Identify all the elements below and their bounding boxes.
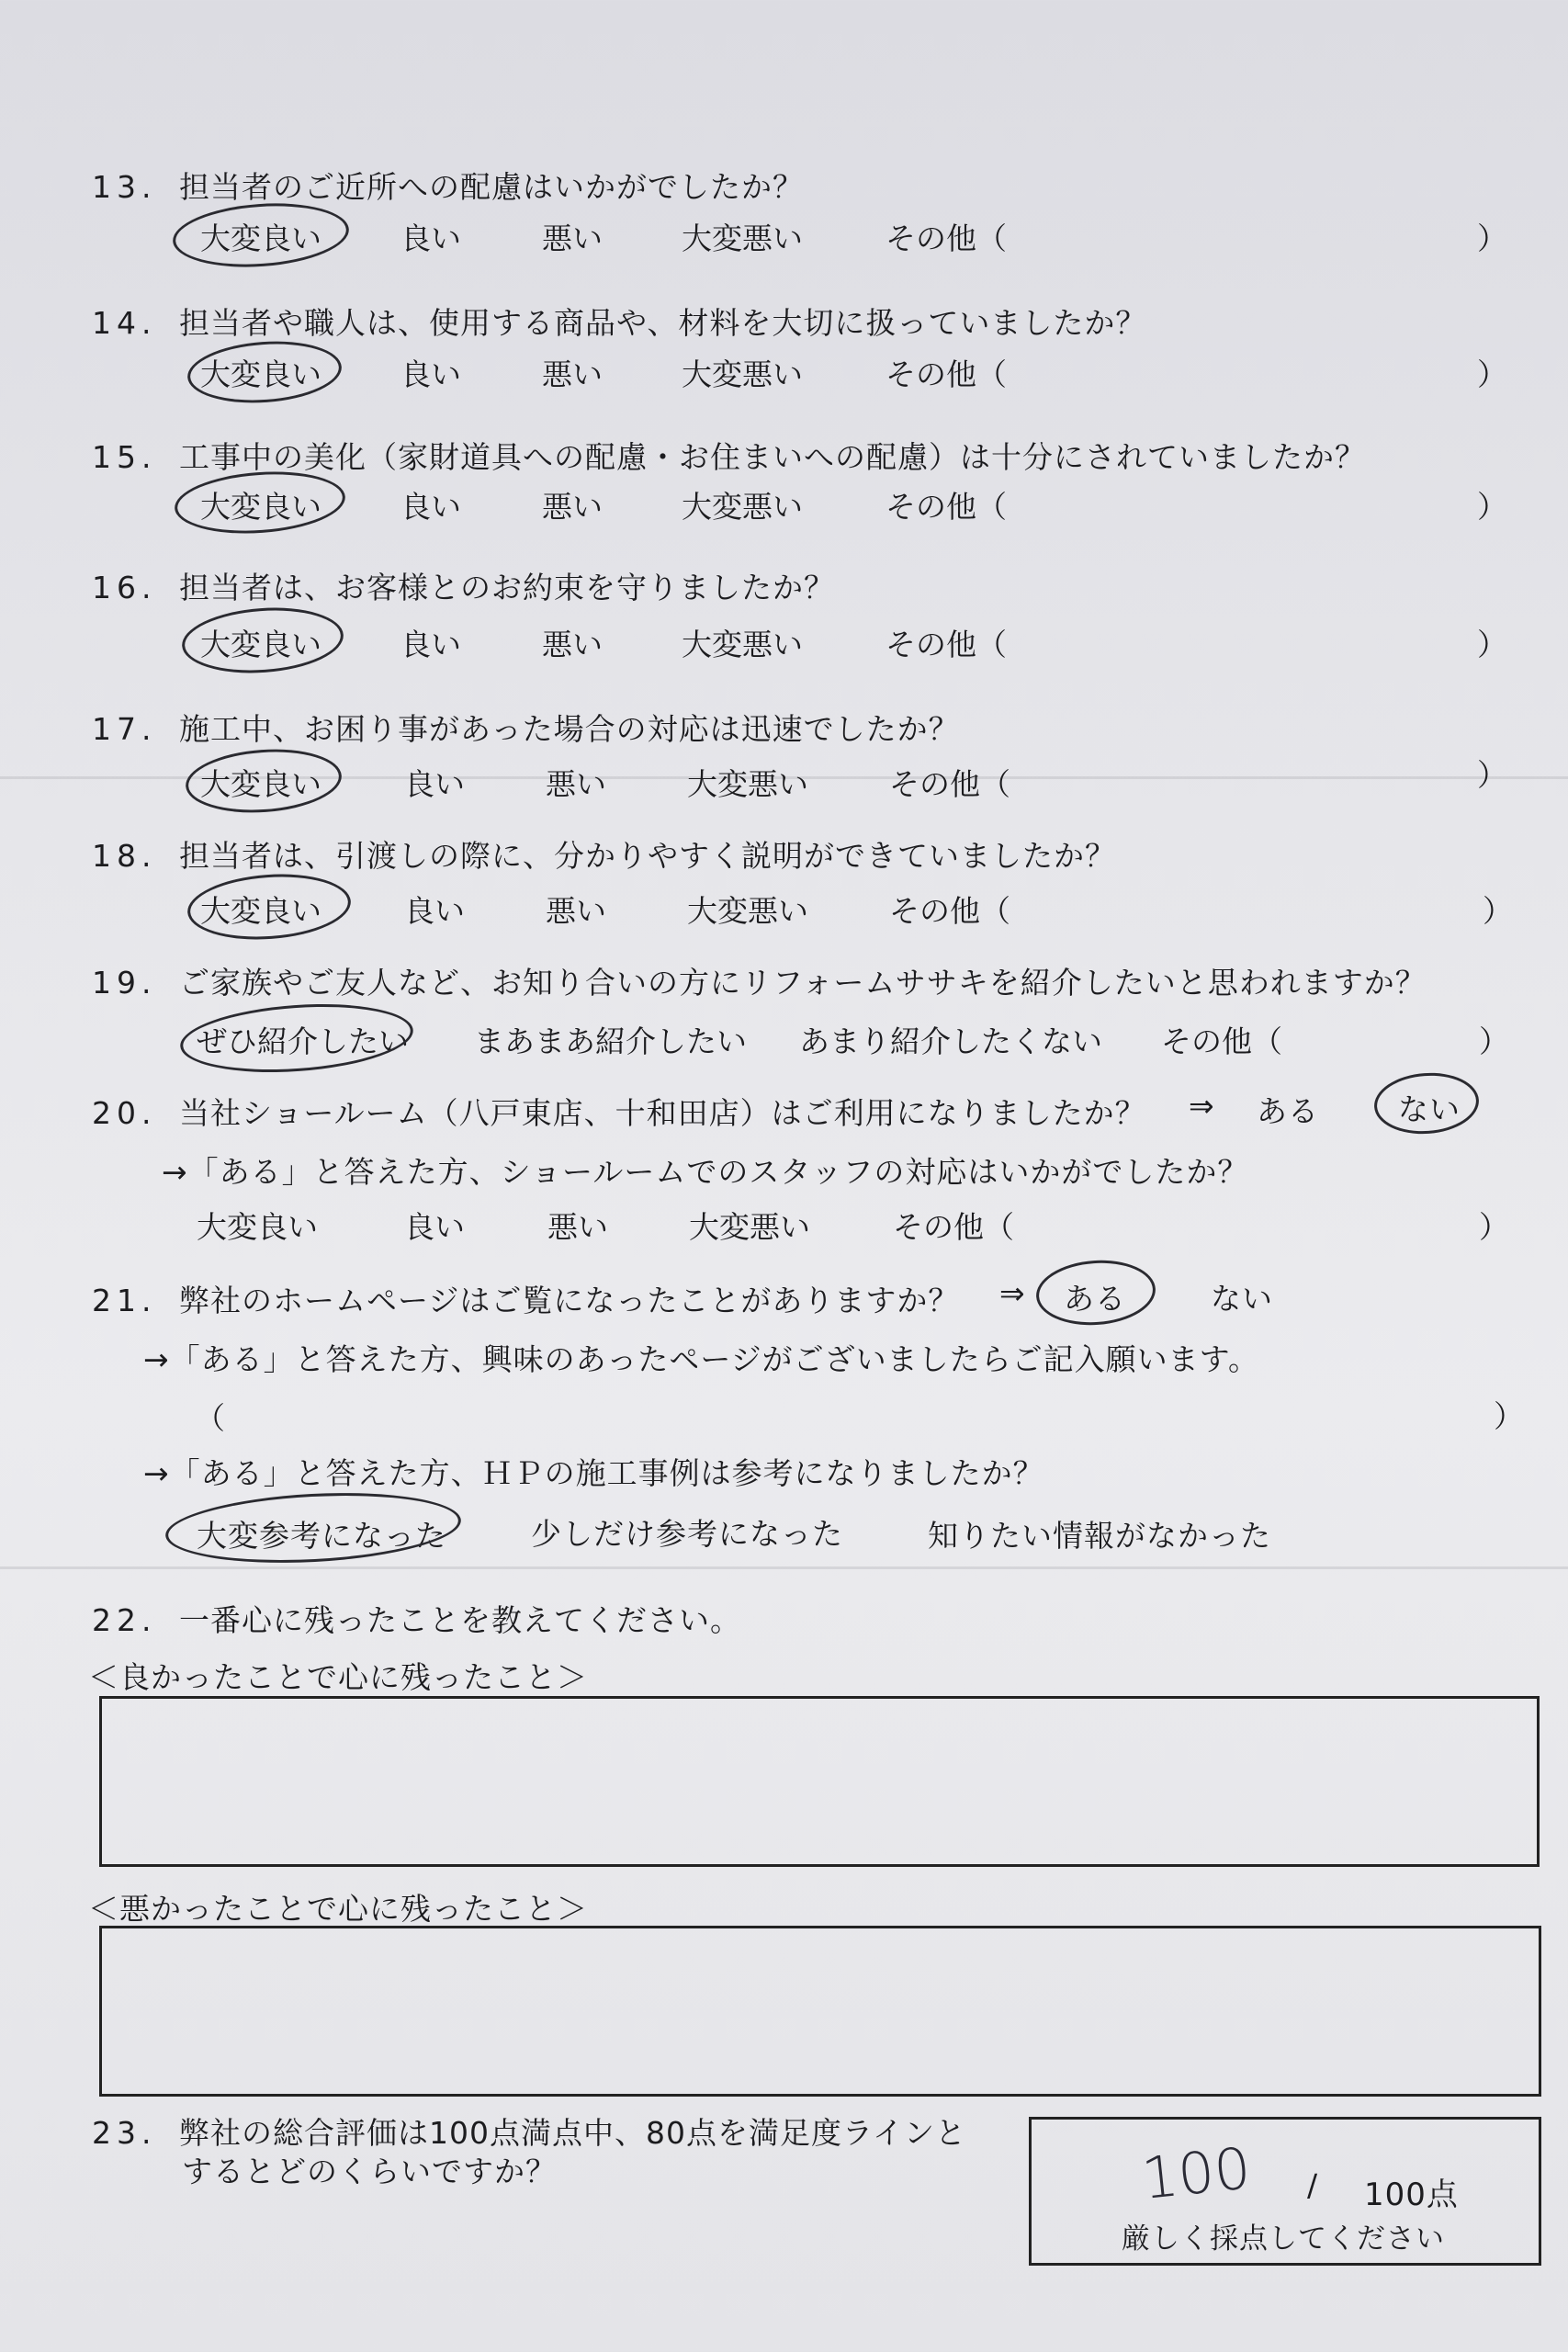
question-number: 19. (92, 965, 157, 1001)
answer-no[interactable]: ない (1398, 1091, 1461, 1127)
question-20 (92, 1090, 1146, 1133)
option-other[interactable]: その他（ (893, 1209, 1014, 1245)
answer-yes[interactable]: ある (1064, 1281, 1126, 1317)
close-paren: ） (1494, 1398, 1525, 1434)
question-17 (92, 706, 960, 749)
question-text: 担当者は、引渡しの際に、分かりやすく説明ができていましたか？ (179, 838, 1116, 874)
question-15 (92, 434, 1366, 477)
option-very-good[interactable]: 大変良い (200, 356, 321, 392)
close-paren: ） (1477, 489, 1507, 525)
question-14 (92, 300, 1146, 343)
options-18 (200, 888, 1568, 932)
option-good[interactable]: 良い (404, 893, 465, 929)
close-paren: ） (1477, 220, 1507, 256)
options-16 (200, 621, 1568, 665)
q21-followup-pages: →「ある」と答えた方、興味のあったページがございましたらご記入願います。 (143, 1341, 1260, 1377)
option-rather-not-introduce[interactable]: あまり紹介したくない (799, 1023, 1102, 1059)
option-bad[interactable]: 悪い (542, 489, 603, 525)
option-other[interactable]: その他（ (889, 766, 1010, 802)
score-max: 100点 (1364, 2177, 1459, 2213)
question-number: 17. (92, 711, 157, 747)
options-20 (197, 1204, 1568, 1248)
arrow-icon: ⇒ (1189, 1088, 1215, 1124)
question-text: 工事中の美化（家財道具への配慮・お住まいへの配慮）は十分にされていましたか？ (179, 439, 1366, 475)
handwritten-score: 100 (1138, 2134, 1254, 2212)
option-bad[interactable]: 悪い (546, 766, 606, 802)
question-text: 担当者のご近所への配慮はいかがでしたか？ (179, 169, 804, 205)
score-slash: / (1307, 2167, 1319, 2203)
option-very-good[interactable]: 大変良い (200, 893, 321, 929)
option-very-good[interactable]: 大変良い (197, 1209, 318, 1245)
option-very-bad[interactable]: 大変悪い (682, 220, 803, 256)
question-text: 弊社のホームページはご覧になったことがありますか？ (179, 1283, 960, 1318)
option-bad[interactable]: 悪い (546, 893, 606, 929)
bad-memory-heading: ＜悪かったことで心に残ったこと＞ (88, 1891, 588, 1927)
open-paren: （ (195, 1400, 226, 1436)
close-paren: ） (1477, 356, 1507, 392)
close-paren: ） (1479, 1023, 1509, 1059)
question-text: ご家族やご友人など、お知り合いの方にリフォームササキを紹介したいと思われますか？ (179, 965, 1427, 1001)
options-17 (200, 757, 1568, 805)
option-good[interactable]: 良い (404, 766, 465, 802)
question-text: 担当者や職人は、使用する商品や、材料を大切に扱っていましたか？ (179, 305, 1147, 341)
question-19 (92, 959, 1427, 1002)
option-no-info[interactable]: 知りたい情報がなかった (928, 1518, 1271, 1554)
option-very-good[interactable]: 大変良い (200, 766, 321, 802)
option-slightly-helpful[interactable]: 少しだけ参考になった (531, 1516, 843, 1552)
question-23-line2: するとどのくらいですか？ (182, 2154, 557, 2189)
score-note: 厳しく採点してください (1122, 2222, 1445, 2256)
question-number: 23. (92, 2115, 157, 2151)
option-very-good[interactable]: 大変良い (200, 220, 321, 256)
answer-no[interactable]: ない (1211, 1281, 1273, 1317)
option-other[interactable]: その他（ (886, 220, 1007, 256)
bad-memory-textbox[interactable] (99, 1926, 1541, 2097)
option-very-helpful[interactable]: 大変参考になった (197, 1518, 446, 1554)
option-very-good[interactable]: 大変良い (200, 489, 321, 525)
question-21 (92, 1277, 959, 1320)
option-very-bad[interactable]: 大変悪い (687, 893, 808, 929)
option-bad[interactable]: 悪い (542, 220, 603, 256)
question-text: 弊社の総合評価は100点満点中、80点を満足度ラインと (179, 2115, 966, 2151)
option-other[interactable]: その他（ (886, 356, 1007, 392)
good-memory-heading: ＜良かったことで心に残ったこと＞ (88, 1659, 588, 1695)
question-number: 20. (92, 1095, 157, 1131)
options-14 (200, 351, 1568, 395)
question-number: 21. (92, 1283, 157, 1318)
option-good[interactable]: 良い (404, 1209, 465, 1245)
option-bad[interactable]: 悪い (547, 1209, 608, 1245)
question-number: 15. (92, 439, 157, 475)
options-13 (200, 215, 1568, 259)
close-paren: ） (1477, 627, 1507, 662)
score-box[interactable] (1029, 2117, 1541, 2266)
paper-fold (0, 1566, 1568, 1569)
close-paren: ） (1483, 893, 1513, 929)
question-text: 担当者は、お客様とのお約束を守りましたか？ (179, 570, 835, 605)
question-text: 施工中、お困り事があった場合の対応は迅速でしたか？ (179, 711, 960, 747)
answer-yes[interactable]: ある (1257, 1093, 1319, 1129)
question-text: 当社ショールーム（八戸東店、十和田店）はご利用になりましたか？ (179, 1095, 1146, 1131)
arrow-icon: ⇒ (999, 1275, 1026, 1311)
option-good[interactable]: 良い (400, 627, 461, 662)
close-paren: ） (1479, 1209, 1509, 1245)
option-definitely-introduce[interactable]: ぜひ紹介したい (197, 1023, 409, 1059)
question-text: 一番心に残ったことを教えてください。 (179, 1602, 741, 1638)
question-13 (92, 164, 804, 207)
question-number: 18. (92, 838, 157, 874)
question-number: 16. (92, 570, 157, 605)
options-15 (200, 483, 1568, 527)
option-bad[interactable]: 悪い (542, 627, 603, 662)
option-good[interactable]: 良い (400, 220, 461, 256)
option-very-bad[interactable]: 大変悪い (682, 627, 803, 662)
question-number: 14. (92, 305, 157, 341)
option-somewhat-introduce[interactable]: まあまあ紹介したい (474, 1023, 747, 1059)
question-16 (92, 564, 835, 607)
question-number: 13. (92, 169, 157, 205)
question-18 (92, 832, 1116, 876)
close-paren: ） (1477, 757, 1507, 793)
page-interest-field[interactable] (239, 1391, 1470, 1431)
option-other[interactable]: その他（ (886, 489, 1007, 525)
option-good[interactable]: 良い (400, 356, 461, 392)
good-memory-textbox[interactable] (99, 1696, 1540, 1867)
question-number: 22. (92, 1602, 157, 1638)
question-23 (92, 2109, 966, 2153)
option-other[interactable]: その他（ (889, 893, 1010, 929)
option-very-bad[interactable]: 大変悪い (682, 489, 803, 525)
option-other[interactable]: その他（ (1161, 1023, 1282, 1059)
option-very-bad[interactable]: 大変悪い (687, 766, 808, 802)
q21-followup-examples: →「ある」と答えた方、ＨＰの施工事例は参考になりましたか？ (143, 1455, 1044, 1491)
option-very-bad[interactable]: 大変悪い (682, 356, 803, 392)
option-bad[interactable]: 悪い (542, 356, 603, 392)
option-very-bad[interactable]: 大変悪い (689, 1209, 810, 1245)
option-good[interactable]: 良い (400, 489, 461, 525)
option-very-good[interactable]: 大変良い (200, 627, 321, 662)
question-22 (92, 1597, 741, 1640)
options-19 (197, 1018, 1568, 1062)
q20-followup: →「ある」と答えた方、ショールームでのスタッフの対応はいかがでしたか？ (162, 1154, 1249, 1190)
option-other[interactable]: その他（ (886, 627, 1007, 662)
